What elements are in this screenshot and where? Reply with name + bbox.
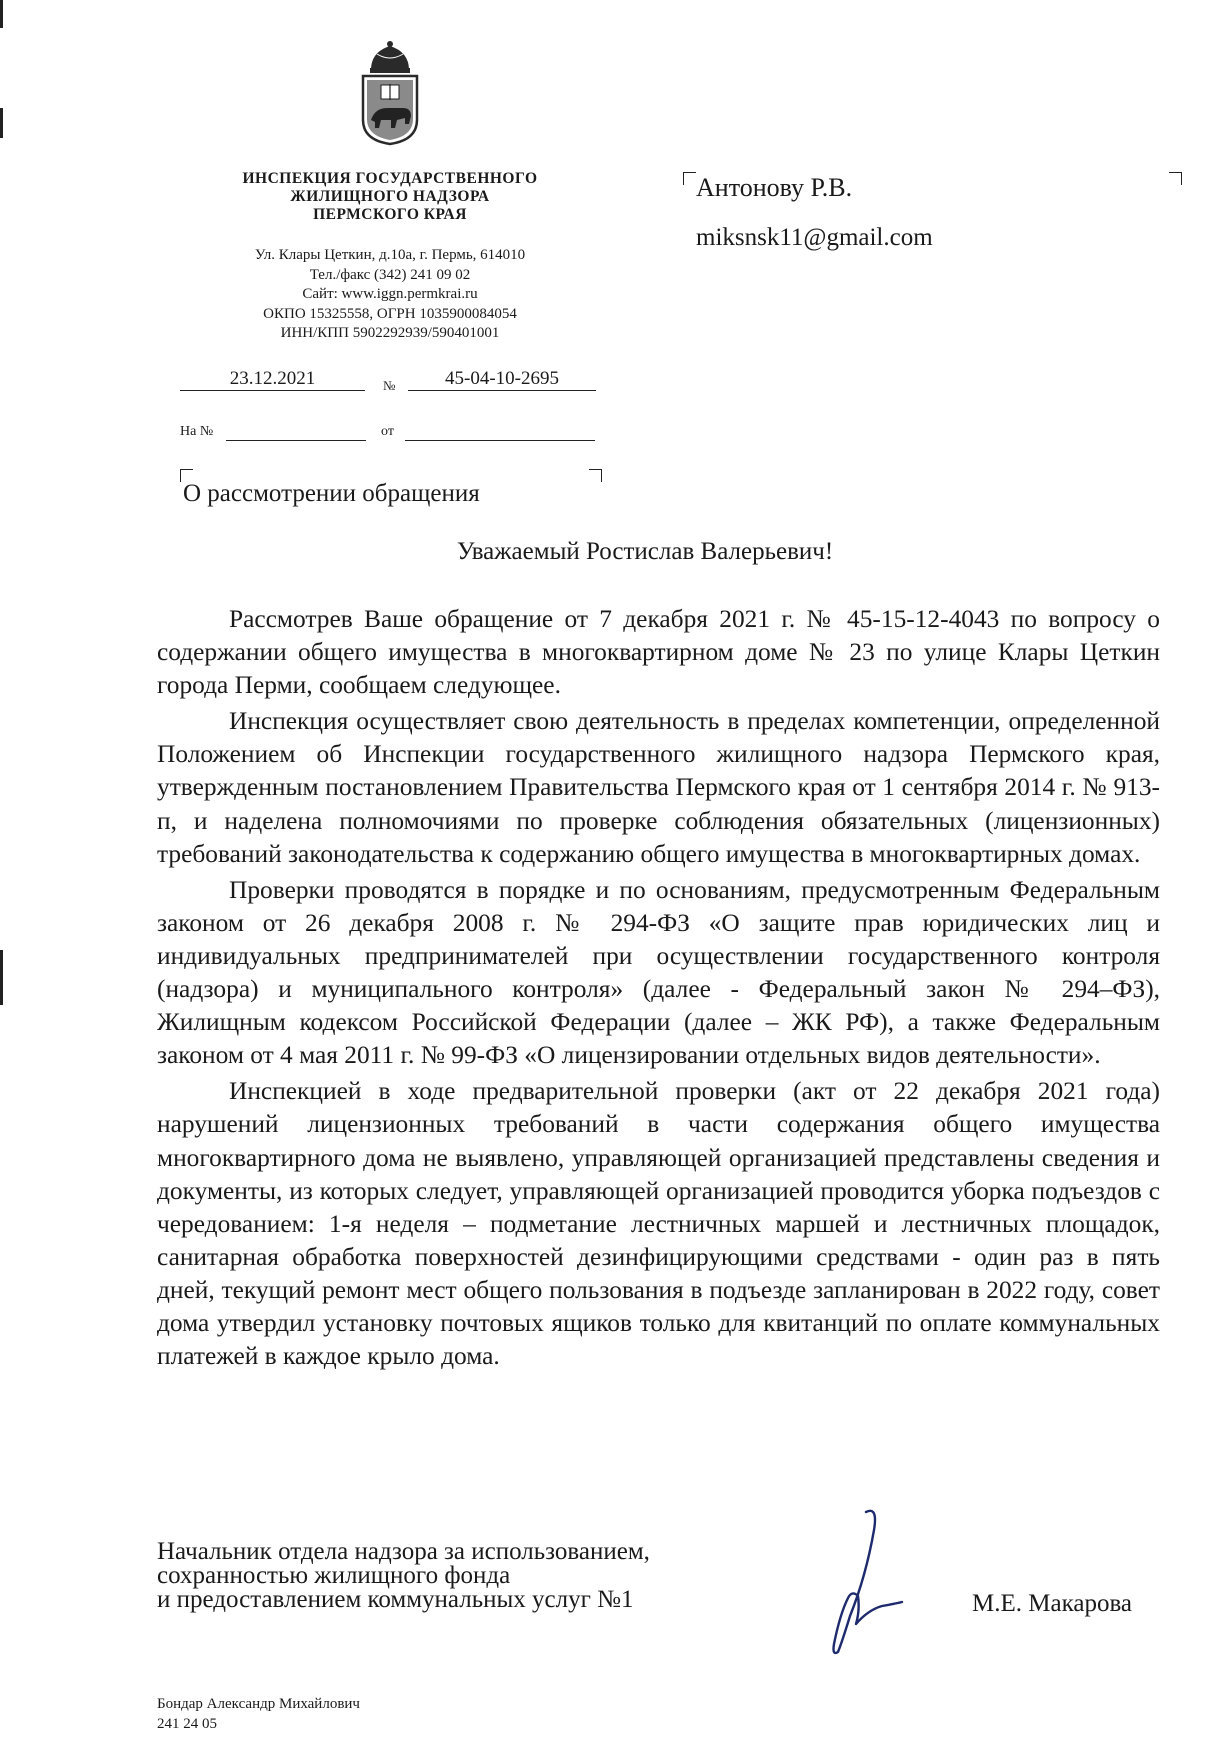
signer-name: М.Е. Макарова bbox=[972, 1590, 1133, 1617]
letter-body bbox=[157, 603, 1160, 1373]
reference-number-label: На № bbox=[180, 424, 214, 439]
org-line: ИНСПЕКЦИЯ ГОСУДАРСТВЕННОГО bbox=[242, 170, 538, 187]
body-paragraph: Инспекцией в ходе предварительной проверки (акт от 22 декабря 2021 года) нарушений лицензионных требований в части содержания общего имущества многоквартирного дома не выявлено, управляющей организацией представлены сведения и документы, из которых следует, управляющей организацией проводится уборка подъездов с чередованием: 1-я неделя – подметание лестничных маршей и лестничных площадок, санитарная обработка поверхностей дезинфицирующими средствами - один раз в пять дней, текущий ремонт мест общего пользования в подъезде запланирован в 2022 году, совет дома утвердил установку почтовых ящиков только для квитанций по оплате коммунальных платежей в каждое крыло дома. bbox=[157, 1077, 1160, 1371]
body-paragraph: Рассмотрев Ваше обращение от 7 декабря 2021 г. № 45-15-12-4043 по вопросу о содержании общего имущества в многоквартирном доме № 23 по улице Клары Цеткин города Перми, сообщаем следующее. bbox=[157, 605, 1160, 700]
inn-kpp: ИНН/КПП 5902292939/590401001 bbox=[280, 325, 500, 341]
phone-fax: Тел./факс (342) 241 09 02 bbox=[309, 266, 471, 283]
perm-krai-coat-of-arms-icon bbox=[357, 40, 423, 146]
addressee-corner-mark bbox=[683, 172, 696, 185]
scan-edge-mark bbox=[0, 0, 3, 28]
okpo-ogrn: ОКПО 15325558, ОГРН 1035900084054 bbox=[263, 305, 517, 322]
recipient-name: Антонову Р.В. bbox=[696, 173, 853, 202]
org-line: ПЕРМСКОГО КРАЯ bbox=[313, 206, 467, 223]
executor-name: Бондар Александр Михайлович bbox=[157, 1696, 360, 1712]
body-paragraph: Проверки проводятся в порядке и по основаниям, предусмотренным Федеральным законом от 26 декабря 2008 г. № 294-ФЗ «О защите прав юридических лиц и индивидуальных предпринимателей при осуществлении государственного контроля (надзора) и муниципального контроля» (далее - Федеральный закон № 294–ФЗ), Жилищным кодексом Российской Федерации (далее – ЖК РФ), а также Федеральным законом от 4 мая 2011 г. № 99-ФЗ «О лицензировании отдельных видов деятельности». bbox=[157, 875, 1160, 1070]
document-number-label: № bbox=[383, 378, 396, 393]
reference-from-label: от bbox=[381, 424, 394, 439]
organization-name bbox=[180, 170, 600, 224]
subject-corner-mark bbox=[589, 469, 602, 482]
addressee-corner-mark bbox=[1169, 172, 1182, 185]
website: Сайт: www.iggn.permkrai.ru bbox=[302, 286, 478, 302]
reference-from-blank bbox=[405, 440, 595, 441]
letter-subject: О рассмотрении обращения bbox=[183, 480, 480, 507]
reference-number-blank bbox=[226, 440, 366, 441]
executor-info bbox=[157, 1694, 360, 1734]
document-date: 23.12.2021 bbox=[180, 368, 365, 391]
organization-contacts bbox=[180, 246, 600, 344]
position-line: сохранностью жилищного фонда bbox=[157, 1562, 511, 1589]
address: Ул. Клары Цеткин, д.10а, г. Пермь, 614010 bbox=[254, 247, 526, 263]
recipient-email: miksnsk11@gmail.com bbox=[696, 224, 933, 251]
salutation: Уважаемый Ростислав Валерьевич! bbox=[456, 538, 834, 565]
org-line: ЖИЛИЩНОГО НАДЗОРА bbox=[290, 188, 490, 205]
position-line: и предоставлением коммунальных услуг №1 bbox=[157, 1586, 634, 1613]
body-paragraph: Инспекция осуществляет свою деятельность в пределах компетенции, определенной Положением об Инспекции государственного жилищного надзора Пермского края, утвержденным постановлением Правительства Пермского края от 1 сентября 2014 г. № 913-п, и наделена полномочиями по проверке соблюдения обязательных (лицензионных) требований законодательства к содержанию общего имущества в многоквартирных домах. bbox=[157, 707, 1160, 868]
signer-position bbox=[157, 1540, 757, 1612]
handwritten-signature-icon bbox=[808, 1506, 918, 1656]
position-line: Начальник отдела надзора за использованием, bbox=[157, 1538, 650, 1565]
scan-edge-mark bbox=[0, 108, 3, 138]
executor-phone: 241 24 05 bbox=[157, 1716, 217, 1732]
document-number: 45-04-10-2695 bbox=[408, 368, 596, 391]
scan-edge-mark bbox=[0, 950, 3, 1005]
